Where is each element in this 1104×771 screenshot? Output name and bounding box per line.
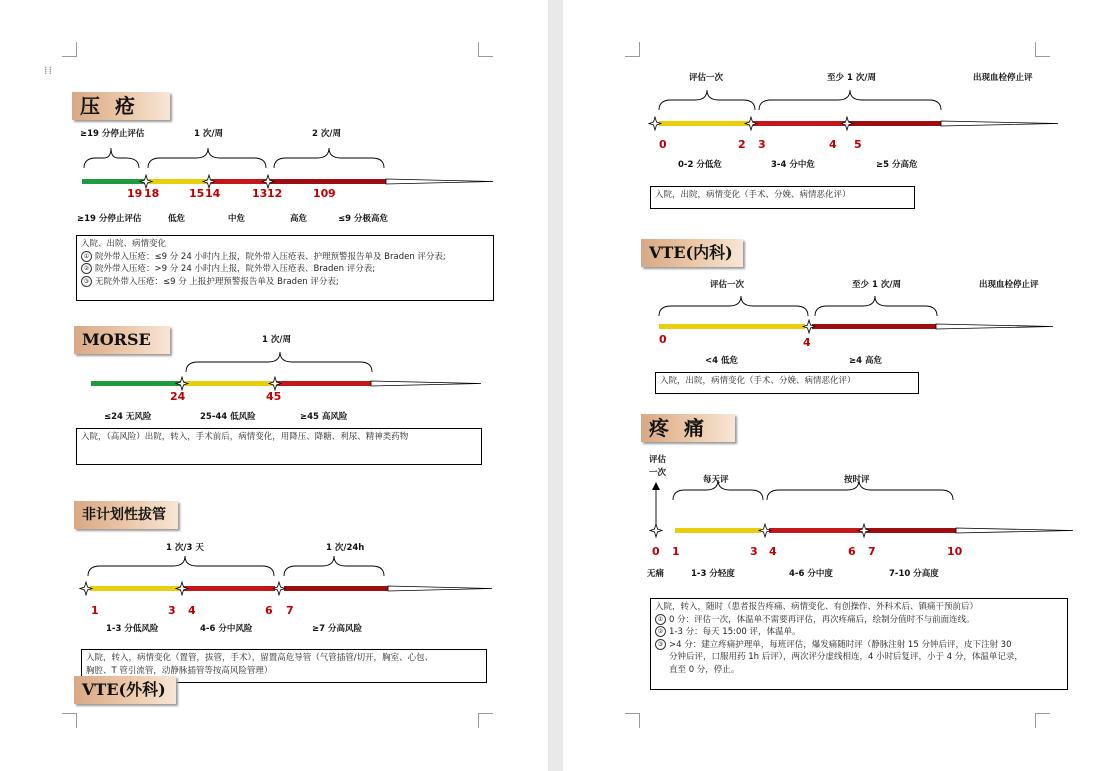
note-line: 入院，转入，病情变化（置管，拔管，手术），留置高危导管（气管插管/切开，胸室、心包、 [86,653,434,663]
brace-label: 1 次/3 天 [166,543,204,553]
score-number: 2 [738,138,746,151]
brace-label: 出现血栓停止评 [973,73,1033,83]
drag-handle-icon[interactable]: ⁞⁞ [44,64,53,77]
level-label: 25-44 低风险 [200,412,256,422]
bar-yellow [659,324,805,329]
score-number: 4 [803,336,811,349]
note-box-morse [76,428,482,465]
brace-label: 每天评 [703,475,729,485]
numbered-mark: ① [655,614,666,625]
score-number: 4 [188,604,196,617]
note-line: 胸腔、T 管引流管，动静脉插管等按高风险管理） [86,665,273,676]
brace-label: 1 次/周 [262,335,291,345]
score-number: 3 [758,138,766,151]
note-line: ③ >4 分：建立疼痛护理单，每班评估，爆发痛随时评（静脉注射 15 分钟后评，皮下注射 30 [655,639,1063,652]
star-marker [759,524,771,537]
brace [84,148,139,168]
note-line: ① 院外带入压疮：≤9 分 24 小时内上报，院外带入压疮表、护理预警报告单及 Braden 评分表; [81,251,489,264]
brace-label: 至少 1 次/周 [852,280,901,290]
level-label: ≥5 分高危 [876,160,918,170]
bar-yellow [675,528,761,533]
bar-yellow [659,121,750,126]
bar-darkred [812,324,936,329]
level-label: 1-3 分轻度 [691,569,735,579]
level-label: 3-4 分中危 [771,160,815,170]
score-number: 14 [205,187,221,200]
level-label: ≥45 高风险 [300,412,348,422]
bar-darkred [284,586,388,591]
arrow-tip [388,586,492,591]
star-marker [858,524,870,537]
score-number: 1 [91,604,99,617]
note-line: 入院，出院，病情变化（手术、分娩、病情恶化评） [655,190,851,200]
level-label: 高危 [290,214,308,224]
level-label: ≥4 高危 [849,356,882,366]
note-box-vte-medical [655,372,919,394]
score-number: 15 [189,187,205,200]
note-line: 分钟后评，口服用药 1h 后评），两次评分虚线相连，4 小时后复评，小于 4 分，体温单记录， [669,652,1023,662]
score-number: 5 [854,138,862,151]
score-number: 4 [829,138,837,151]
arrow-tip [956,528,1073,533]
star-marker [745,117,757,130]
level-label: 无痛 [647,569,665,579]
star-marker [176,377,188,390]
brace [759,90,941,110]
arrow-tip [386,179,493,184]
axis-label: 一次 [649,468,667,478]
level-label: ≥7 分高风险 [312,624,362,634]
brace-label: 至少 1 次/周 [827,73,876,83]
numbered-mark: ② [81,263,92,274]
level-label: 7-10 分高度 [889,569,939,579]
section-title-vte-medical: VTE(内科) [641,239,743,267]
document-page-left [0,0,548,771]
score-number: 3 [750,545,758,558]
bar-green [91,381,181,386]
bar-red [769,528,862,533]
score-number: 18 [144,187,160,200]
section-title-morse: MORSE [74,326,170,354]
score-number: 0 [659,333,667,346]
bar-yellow [183,381,274,386]
star-marker [80,582,92,595]
brace-label: 评估一次 [689,73,724,83]
numbered-mark: ③ [81,276,92,287]
star-marker [273,582,285,595]
star-marker [269,377,281,390]
brace-label: 按时评 [844,475,870,485]
score-number: 6 [848,545,856,558]
note-line: ① 0 分：评估一次，体温单不需要再评估，再次疼痛后，绘制分值时不与前面连线。 [655,614,1063,627]
brace-label: 出现血栓停止评 [979,280,1039,290]
brace [88,556,274,576]
score-number: 1 [672,545,680,558]
numbered-mark: ② [655,626,666,637]
arrow-tip [936,324,1053,329]
brace [274,148,384,168]
note-line: 直至 0 分，停止。 [669,664,740,675]
score-number: 10 [313,187,329,200]
score-number: 12 [267,187,283,200]
note-box-pressure [76,235,494,301]
bar-red [211,179,266,184]
note-line: 入院，（高风险）出院，转入，手术前后，病情变化，用降压、降糖、利尿、精神类药物 [81,432,409,442]
score-number: 4 [769,545,777,558]
note-line: ③ 无院外带入压疮：≤9 分 上报护理预警报告单及 Braden 评分表; [81,276,489,289]
brace [186,352,372,372]
arrow-tip [371,381,481,386]
section-title-pain: 疼 痛 [641,414,735,442]
score-number: 24 [170,390,186,403]
section-title-pressure: 压 疮 [72,92,170,120]
brace [659,90,755,110]
level-label: ≤24 无风险 [104,412,152,422]
level-label: 低危 [168,214,186,224]
level-label: 中危 [228,214,246,224]
bar-darkred [270,179,386,184]
brace-label: ≥19 分停止评估 [80,129,145,139]
level-label: 0-2 分低危 [678,160,722,170]
star-marker [803,320,815,333]
score-number: 10 [947,545,963,558]
score-number: 7 [868,545,876,558]
bar-red [276,381,371,386]
score-number: 0 [652,545,660,558]
level-label: 4-6 分中度 [789,569,833,579]
bar-green [82,179,146,184]
note-box-pain [650,598,1068,690]
star-marker [841,117,853,130]
brace-label: 1 次/24h [326,543,365,553]
section-title-tube: 非计划性拔管 [74,501,178,529]
level-label: 4-6 分中风险 [200,624,253,634]
score-number: 45 [266,390,282,403]
note-line: ② 院外带入压疮：>9 分 24 小时内上报，院外带入压疮表、Braden 评分表; [81,263,489,276]
bar-red [753,121,845,126]
note-line: ② 1-3 分：每天 15:00 评，体温单。 [655,626,1063,639]
level-label: ≤9 分极高危 [338,214,388,224]
numbered-mark: ① [81,251,92,262]
note-line: 入院，出院，病情变化（手术、分娩、病情恶化评） [660,376,856,386]
section-title-vte-surgery: VTE(外科) [74,676,176,704]
note-line: 入院、出院、病情变化 [81,239,167,249]
star-marker [649,117,661,130]
score-number: 7 [286,604,294,617]
bar-yellow [148,179,209,184]
score-number: 0 [659,138,667,151]
brace [148,148,266,168]
brace [284,556,384,576]
star-marker [650,524,662,537]
score-number: 13 [252,187,268,200]
score-number: 19 [127,187,143,200]
note-line: 入院，转入，随时（患者报告疼痛、病情变化、有创操作、外科术后、镇痛干预前后） [655,602,979,612]
level-label: <4 低危 [705,356,738,366]
document-page-right [563,0,1104,771]
brace [659,296,808,316]
arrow-tip [941,121,1058,126]
brace-label: 1 次/周 [194,129,223,139]
bar-darkred [866,528,956,533]
brace-label: 2 次/周 [312,129,341,139]
numbered-mark: ③ [655,639,666,650]
bar-red [183,586,275,591]
bar-yellow [90,586,181,591]
level-label: ≥19 分停止评估 [77,214,142,224]
score-number: 9 [328,187,336,200]
note-box-vte-top [650,186,915,209]
level-label: 1-3 分低风险 [106,624,159,634]
axis-arrow-icon [652,482,660,490]
bar-darkred [849,121,941,126]
score-number: 6 [265,604,273,617]
axis-label: 评估 [649,455,667,465]
star-marker [176,582,188,595]
brace-label: 评估一次 [710,280,745,290]
brace [815,296,937,316]
score-number: 3 [168,604,176,617]
